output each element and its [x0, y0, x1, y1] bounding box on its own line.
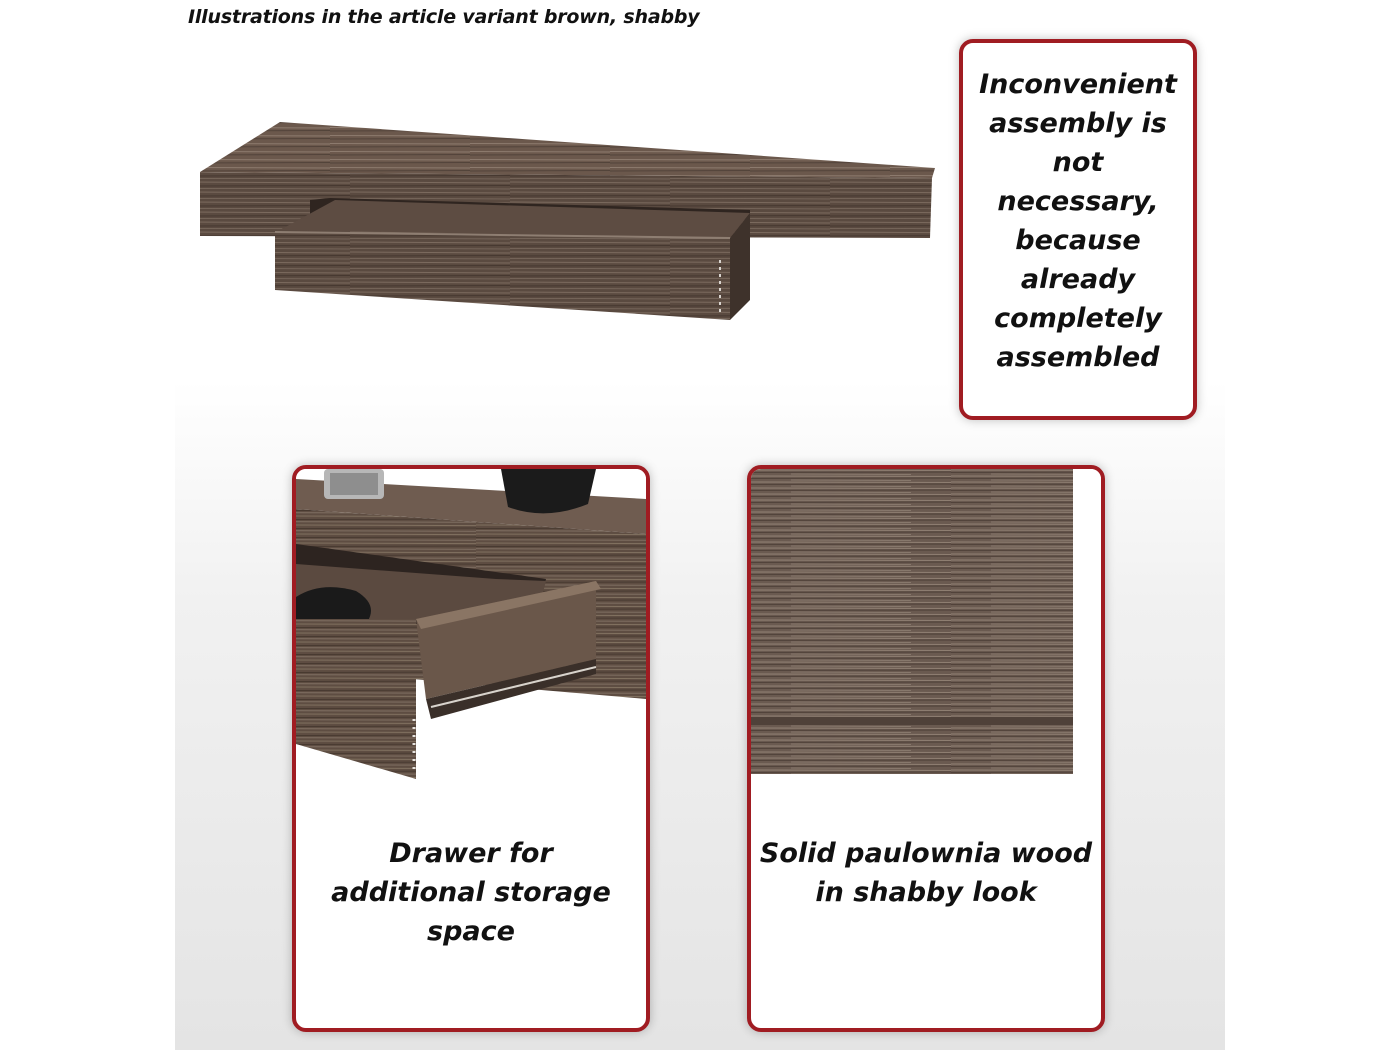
- assembly-info-text: Inconvenient assembly is not necessary, because already completely assembled: [979, 69, 1177, 373]
- wood-info-card: [747, 465, 1105, 1032]
- shelf-product-image: [190, 110, 950, 345]
- drawer-closeup-image: [296, 469, 646, 779]
- image-caption: Illustrations in the article variant brown, shabby: [188, 6, 700, 28]
- assembly-info-card: [959, 39, 1197, 420]
- wood-texture-image: [751, 469, 1101, 779]
- drawer-info-text: Drawer for additional storage space: [331, 838, 611, 947]
- wood-info-text: Solid paulownia wood in shabby look: [759, 838, 1093, 908]
- drawer-info-card: [292, 465, 650, 1032]
